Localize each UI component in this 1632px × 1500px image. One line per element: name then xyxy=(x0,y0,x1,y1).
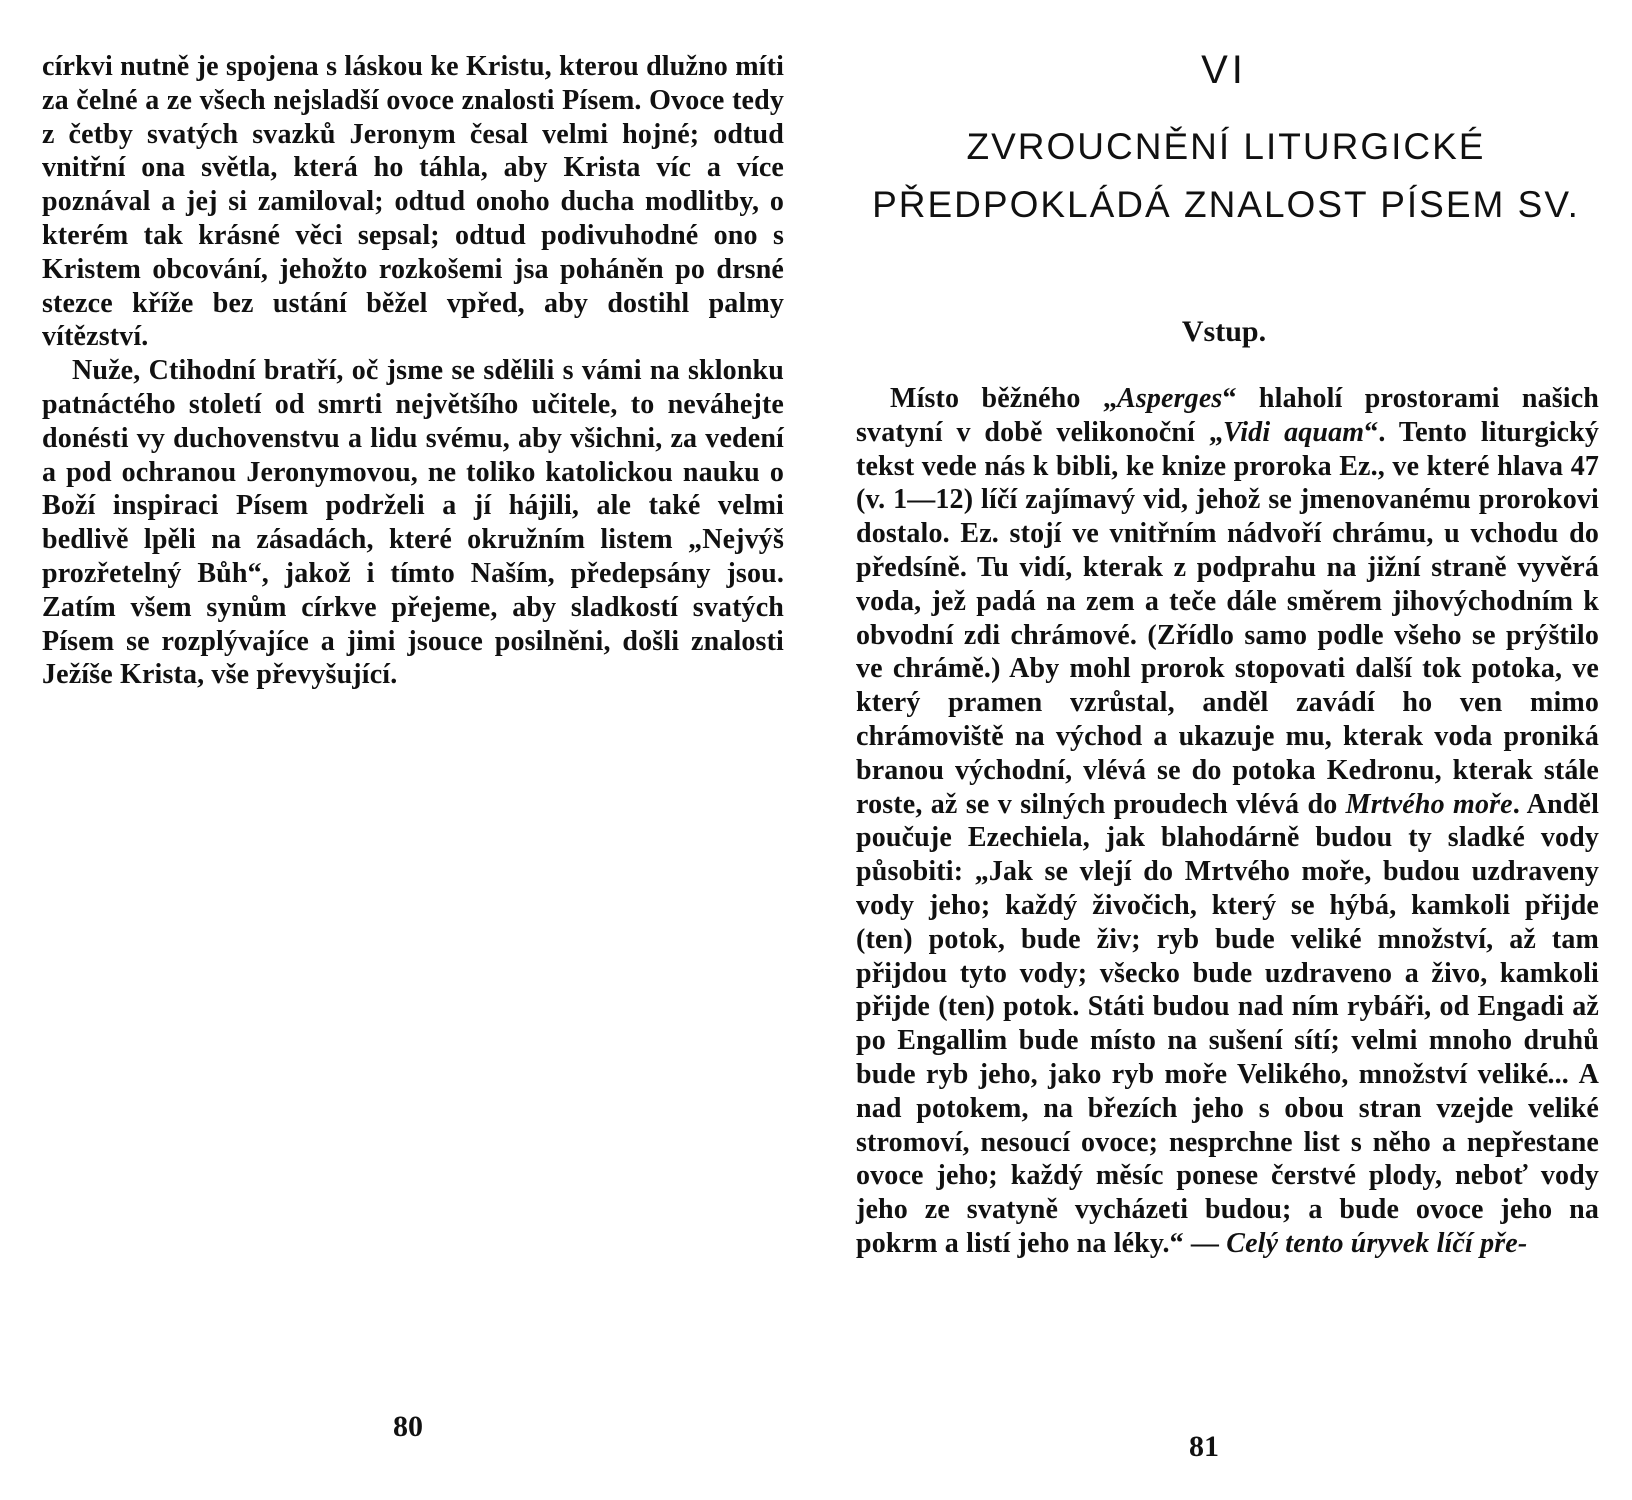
italic-dead-sea: Mrtvého moře xyxy=(1345,788,1513,820)
section-heading: Vstup. xyxy=(1181,315,1267,348)
left-paragraph-1: církvi nutně je spojena s láskou ke Kristu, kterou dlužno míti za čelné a ze všech nejsladší ovoce znalosti Písem. Ovoce tedy z četby svatých svazků Jeronym česal velmi hojné; odtud vnitřní ona světla, která ho táhla, aby Krista víc a více poznával a jej si zamiloval; odtud onoho ducha modlitby, o kterém tak krásné věci sepsal; odtud podivuhodné ono s Kristem obcování, jehožto rozkošemi jsa poháněn po drsné stezce kříže bez ustání běžel vpřed, aby dostihl palmy vítězství. xyxy=(42,51,784,353)
text-run: A nad potokem, na březích jeho s obou stran vzejde veliké stromoví, nesoucí ovoce; nesprchne list s něho a nepřestane ovoce jeho; každý měsíc ponese čerstvé plody, neboť vody jeho ze svatyně vycházeti budou; a bude ovoce jeho na pokrm a listí jeho na léky.“ — xyxy=(856,1058,1599,1259)
right-page xyxy=(816,0,1632,1500)
italic-asperges: Asperges xyxy=(1117,383,1223,414)
right-page-number: 81 xyxy=(1189,1430,1219,1463)
italic-vidi-aquam: Vidi aquam xyxy=(1222,416,1365,448)
left-paragraph-2: Nuže, Ctihodní bratří, oč jsme se sdělili s vámi na sklonku patnáctého století od smrti největšího učitele, to neváhejte donésti vy duchovenstvu a lidu svému, aby všichni, za vedení a pod ochranou Jeronymovou, ne toliko katolickou nauku o Boží inspiraci Písem podrželi a jí hájili, ale také velmi bedlivě lpěli na zásadách, které okružním listem „Nejvýš prozřetelný Bůh“, jakož i tímto Naším, předepsány jsou. Zatím všem synům církve přejeme, aby sladkostí svatých Písem se rozplývajíce a jimi jsouce posilněni, došli znalosti Ježíše Krista, vše převyšující. xyxy=(42,355,784,691)
chapter-title-line-1: ZVROUCNĚNÍ LITURGICKÉ xyxy=(966,126,1486,167)
chapter-title xyxy=(856,118,1596,234)
left-page-number: 80 xyxy=(393,1410,423,1443)
text-run: Místo běžného „ xyxy=(890,383,1118,414)
chapter-title-line-2: PŘEDPOKLÁDÁ ZNALOST PÍSEM SV. xyxy=(872,184,1580,225)
text-run: “. Tento liturgický tekst vede nás k bibli, ke knize proroka Ez., ve které hlava 47 (v. 1—12) líčí zajímavý vid, jehož se jmenovanému prorokovi dostalo. Ez. stojí ve vnitřním nádvoří chrámu, u vchodu do předsíně. Tu vidí, kterak z podprahu na jižní straně vyvěrá voda, jež padá na zem a teče dále směrem jihovýchodním k obvodní zdi chrámové. (Zřídlo samo podle všeho se prýštilo ve chrámě.) Aby mohl prorok stopovati další tok potoka, ve který pramen vzrůstal, anděl zavádí ho ven mimo chrámoviště na východ a ukazuje mu, kterak voda proniká branou východní, vlévá se do potoka Kedronu, kterak stále roste, až se v silných proudech vlévá do xyxy=(856,416,1599,820)
left-page-body xyxy=(42,50,784,692)
italic-ellipsis: ... xyxy=(1548,1058,1570,1090)
right-page-body xyxy=(856,382,1599,1261)
right-paragraph xyxy=(856,382,1599,1261)
chapter-number: VI xyxy=(1201,48,1247,92)
text-run: . Anděl poučuje Ezechiela, jak blahodárně budou ty sladké vody působiti: „Jak se vlejí do Mrtvého moře, budou uzdraveny vody jeho; každý živočich, který se hýbá, kamkoli přijde (ten) potok, bude živ; ryb bude veliké množství, až tam přijdou tyto vody; všecko bude uzdraveno a živo, kamkoli přijde (ten) potok. Státi budou nad ním rybáři, od Engadi až po Engallim bude místo na sušení sítí; velmi mnoho druhů bude ryb jeho, jako ryb moře Velikého, množství veliké xyxy=(856,788,1599,1090)
text-run: “ hlaholí prostorami našich svatyní v době velikonoční „ xyxy=(856,383,1599,448)
italic-closing: Celý tento úryvek líčí pře- xyxy=(1226,1227,1528,1259)
